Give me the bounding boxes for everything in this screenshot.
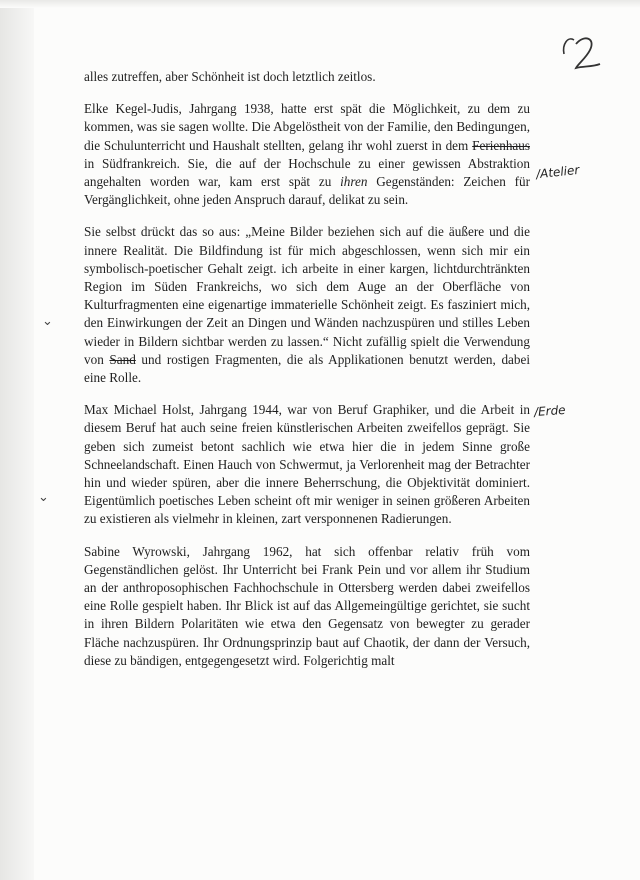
paragraph-3-text-b: und rostigen Fragmenten, die als Applikationen benutzt werden, dabei eine Rolle. [84,351,531,386]
paragraph-1-text: alles zutreffen, aber Schönheit ist doch letztlich zeitlos. [84,69,376,84]
scan-shadow-top [0,0,640,8]
paragraph-3 [84,223,530,387]
margin-check-mark-1: ⌄ [42,314,53,329]
paragraph-2-text-c: Gegenständen: Zeichen für Vergänglichkeit, ohne jeden Anspruch darauf, delikat zu sein. [84,174,530,208]
document-body [84,68,530,684]
paragraph-4 [84,401,530,528]
paragraph-2-text-b: in Südfrankreich. Sie, die auf der Hochschule zu einer gewissen Abstraktion angehalten worden war, kam erst spät zu [84,155,530,190]
paragraph-4-text: Max Michael Holst, Jahrgang 1944, war von Beruf Graphiker, und die Arbeit in diesem Beruf hat auch seine freien künstlerischen Arbeiten zweifellos geprägt. Sie geben sich zumeist betont sachlich wie etwa hier die in jedem Sinne große Schneelandschaft. Einen Hauch von Schwermut, ja Verlorenheit mag der Betrachter hin und wieder spüren, aber die innere Beherrschung, die Objektivität dominiert. Eigentümlich poetisches Leben scheint oft mir weniger in seinen größeren Arbeiten zu existieren als vielmehr in kleinen, zart versponnenen Radierungen. [84,402,530,527]
paragraph-5-text: Sabine Wyrowski, Jahrgang 1962, hat sich offenbar relativ früh vom Gegenständlichen gelöst. Ihr Unterricht bei Frank Pein und vor allem ihr Studium an der anthroposophischen Fachhochschule in Ottersberg werden dabei zweifellos eine Rolle gespielt haben. Ihr Blick ist auf das Allgemeingültige gerichtet, sie sucht in ihren Bildern Polaritäten wie etwa den Gegensatz von bewegter zu gerader Fläche nachzuspüren. Ihr Ordnungsprinzip baut auf Chaotik, der dann der Versuch, diese zu bändigen, entgegengesetzt wird. Folgerichtig malt [84,543,530,668]
paragraph-5 [84,543,530,670]
handwritten-note-atelier: /Atelier [535,162,580,182]
scan-shadow-left [0,0,34,880]
italic-word-ihren: ihren [340,174,368,190]
struck-word-sand: Sand [109,351,136,367]
struck-word-ferienhaus: Ferienhaus [472,137,530,153]
margin-check-mark-2: ⌄ [38,490,49,505]
paragraph-2 [84,100,530,209]
handwritten-page-number [560,30,604,78]
handwritten-note-erde: /Erde [533,402,567,420]
paragraph-1 [84,68,530,86]
paragraph-3-text-a: Sie selbst drückt das so aus: „Meine Bilder beziehen sich auf die äußere und die innere Realität. Die Bildfindung ist für mich abgeschlossen, wenn sich mir ein symbolisch-poetischer Gehalt zeigt. ich arbeite in einer kargen, lichtdurchtränkten Region im Süden Frankreichs, wo sich dem Auge an der Oberfläche von Kulturfragmenten eine eigenartige immaterielle Schönheit zeigt. Es fasziniert mich, den Einwirkungen der Zeit an Dingen und Wänden nachzuspüren und stilles Leben wieder in Bildern sichtbar werden zu lassen.“ Nicht zufällig spielt die Verwendung von [84,224,530,367]
paragraph-2-text-a: Elke Kegel-Judis, Jahrgang 1938, hatte erst spät die Möglichkeit, zu dem zu kommen, was sie sagen wollte. Die Abgelöstheit von der Familie, den Bedingungen, die Schulunterricht und Haushalt stellten, gelang ihr wohl zuerst in dem [84,101,530,153]
